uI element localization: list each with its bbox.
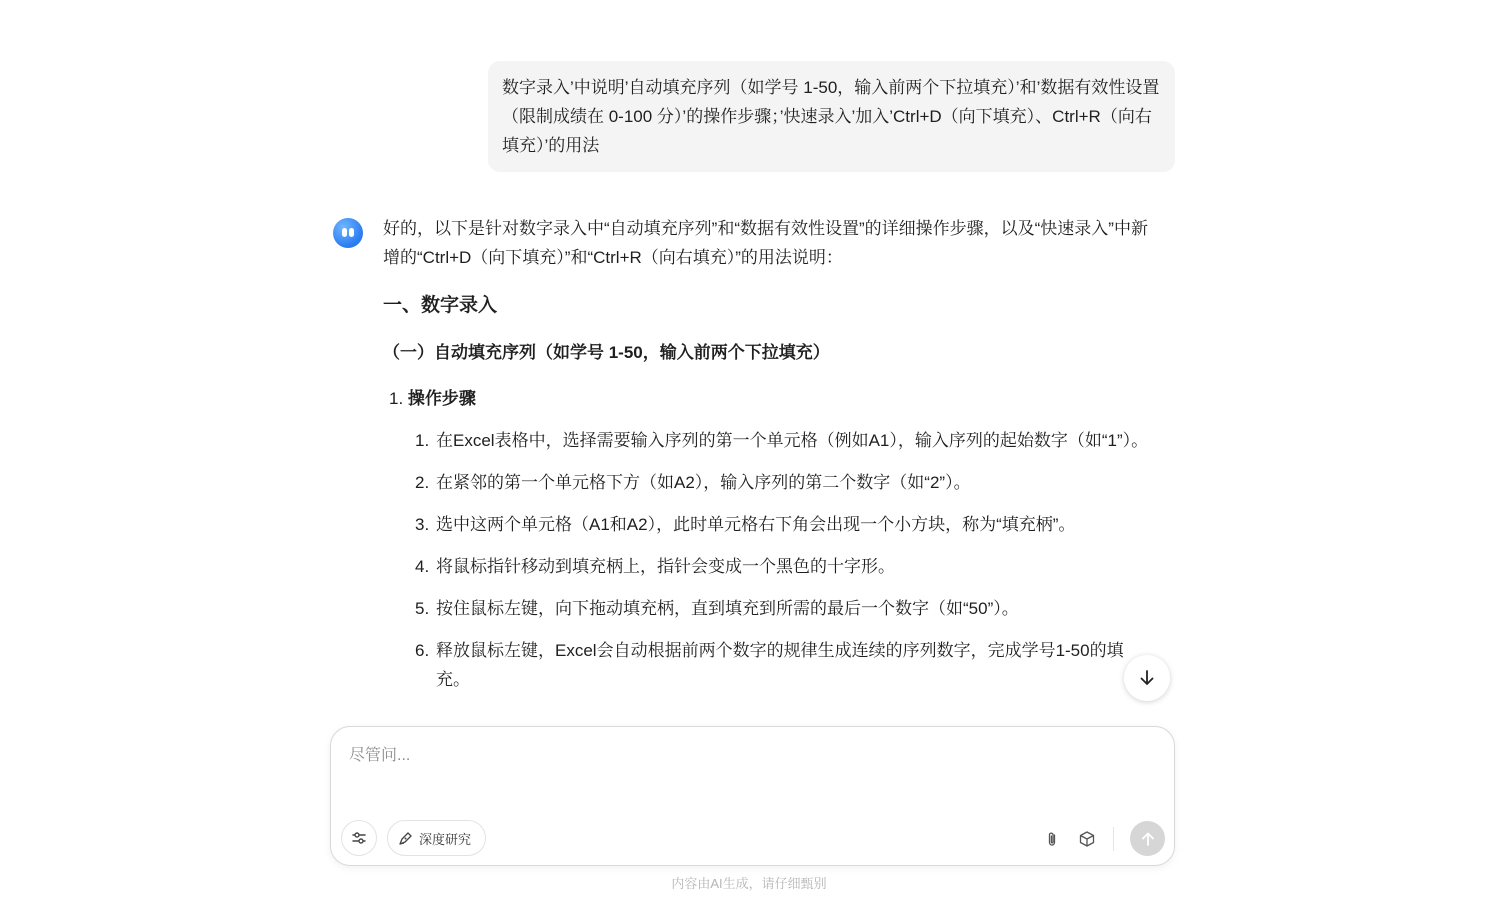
step-text: 选中这两个单元格（A1和A2），此时单元格右下角会出现一个小方块，称为“填充柄”。 (436, 515, 1076, 534)
step-text: 按住鼠标左键，向下拖动填充柄，直到填充到所需的最后一个数字（如“50”）。 (436, 599, 1019, 618)
deep-research-button[interactable] (387, 820, 486, 856)
list-item (415, 510, 1153, 539)
arrow-up-icon (1140, 831, 1156, 847)
step-group-title: 操作步骤 (407, 389, 476, 408)
list-item (415, 594, 1153, 623)
steps-list (383, 426, 1153, 694)
list-item (415, 426, 1153, 455)
deep-research-label: 深度研究 (419, 831, 472, 847)
section-title: 一、数字录入 (383, 295, 498, 316)
step-text: 释放鼠标左键，Excel会自动根据前两个数字的规律生成连续的序列数字，完成学号1-50的填充。 (436, 641, 1124, 689)
ai-message (332, 214, 1162, 724)
cube-icon (1078, 830, 1096, 848)
arrow-down-icon (1138, 669, 1156, 687)
pen-nib-icon (398, 831, 413, 846)
step-number: 1. (415, 431, 430, 450)
send-button[interactable] (1130, 821, 1165, 856)
user-message-bubble (488, 61, 1175, 172)
step-number: 3. (415, 515, 430, 534)
chat-composer (330, 726, 1175, 866)
composer-divider (1113, 827, 1114, 851)
step-text: 将鼠标指针移动到填充柄上，指针会变成一个黑色的十字形。 (436, 557, 895, 576)
assistant-avatar (333, 218, 363, 248)
step-number: 5. (415, 599, 430, 618)
avatar-eye-right (349, 228, 354, 237)
step-number: 4. (415, 557, 430, 576)
step-group-number: 1. (389, 389, 404, 408)
step-text: 在Excel表格中，选择需要输入序列的第一个单元格（例如A1），输入序列的起始数字（如“1”）。 (436, 431, 1149, 450)
paperclip-icon (1043, 830, 1061, 848)
attach-button[interactable] (1041, 828, 1063, 850)
sliders-icon (351, 830, 367, 846)
list-item (415, 636, 1153, 694)
cube-button[interactable] (1076, 828, 1098, 850)
chat-input[interactable] (349, 741, 1139, 771)
list-item (415, 552, 1153, 581)
step-number: 2. (415, 473, 430, 492)
avatar-eye-left (342, 228, 347, 237)
ai-message-content (383, 214, 1153, 707)
ai-disclaimer: 内容由AI生成，请仔细甄别 (671, 876, 827, 891)
step-number: 6. (415, 641, 430, 660)
scroll-to-bottom-button[interactable] (1124, 655, 1170, 701)
step-group-heading (383, 385, 1153, 413)
list-item (415, 468, 1153, 497)
ai-intro-text: 好的，以下是针对数字录入中“自动填充序列”和“数据有效性设置”的详细操作步骤，以及“快速录入”中新增的“Ctrl+D（向下填充）”和“Ctrl+R（向右填充）”的用法说明： (383, 219, 1148, 267)
subsection-title: （一）自动填充序列（如学号 1-50，输入前两个下拉填充） (383, 343, 830, 362)
tools-button[interactable] (341, 820, 377, 856)
step-text: 在紧邻的第一个单元格下方（如A2），输入序列的第二个数字（如“2”）。 (436, 473, 971, 492)
user-message-text: 数字录入’中说明’自动填充序列（如学号 1-50，输入前两个下拉填充）’和’数据有效性设置（限制成绩在 0-100 分）’的操作步骤；’快速录入’加入’Ctrl+D（向下填充）、Ctrl+R（向右填充）’的用法 (502, 78, 1160, 155)
